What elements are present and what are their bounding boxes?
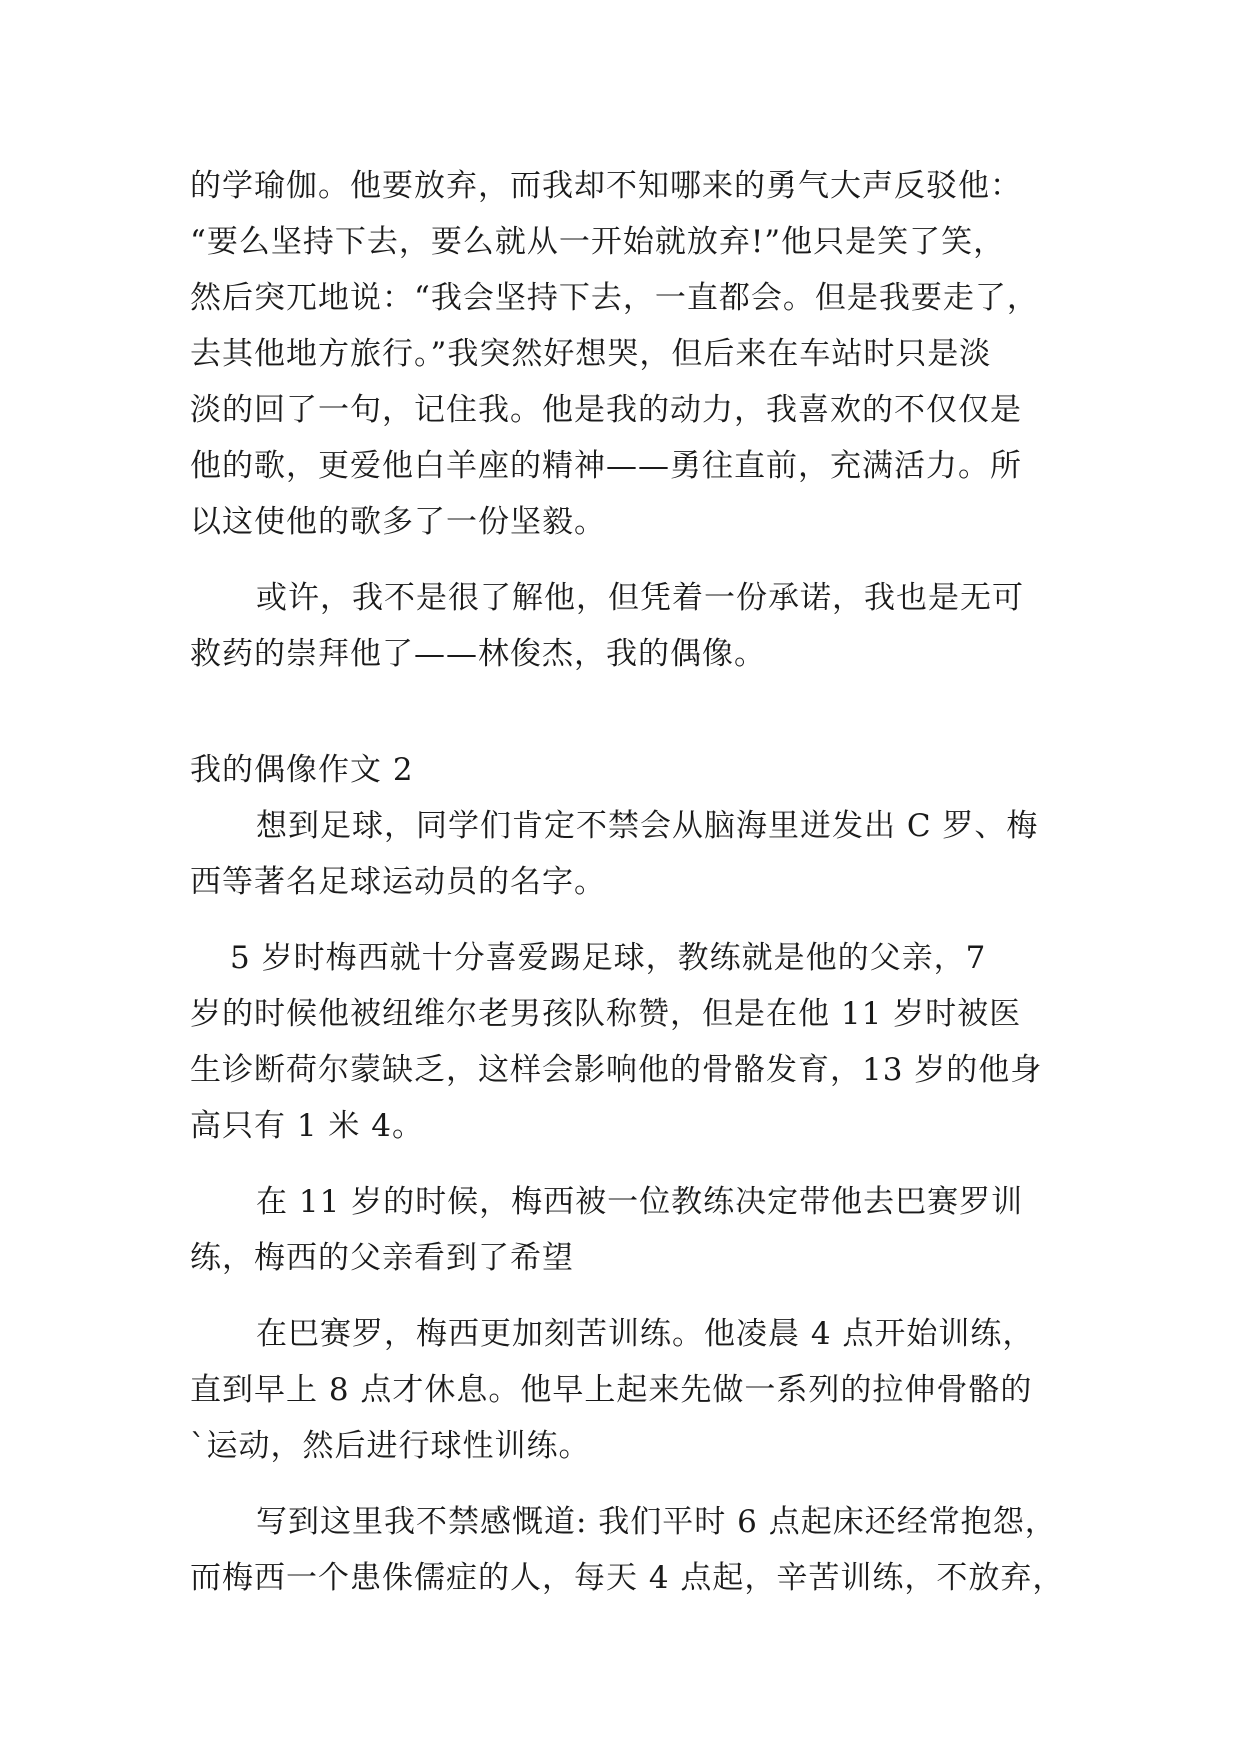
text-line: 练，梅西的父亲看到了希望 [190,1240,574,1276]
text-line: 然后突兀地说：“我会坚持下去，一直都会。但是我要走了， [190,280,1039,316]
text-line: 想到足球，同学们肯定不禁会从脑海里迸发出 C 罗、梅 [256,808,1039,844]
spacer [190,550,1070,570]
paragraph-1 [190,158,1070,550]
text-line: 直到早上 8 点才休息。他早上起来先做一系列的拉伸骨骼的 [190,1372,1033,1408]
section-heading: 我的偶像作文 2 [190,752,414,788]
text-line: 的学瑜伽。他要放弃，而我却不知哪来的勇气大声反驳他： [190,168,1022,204]
text-line: 西等著名足球运动员的名字。 [190,864,606,900]
paragraph-5 [190,1174,1070,1286]
text-line: 高只有 1 米 4。 [190,1108,425,1144]
text-line: 去其他地方旅行。”我突然好想哭，但后来在车站时只是淡 [190,336,992,372]
text-line: 而梅西一个患侏儒症的人，每天 4 点起，辛苦训练，不放弃， [190,1560,1065,1596]
document-body [190,158,1070,1606]
paragraph-3 [190,798,1070,910]
text-line: 生诊断荷尔蒙缺乏，这样会影响他的骨骼发育，13 岁的他身 [190,1052,1043,1088]
spacer [190,1154,1070,1174]
text-line: 以这使他的歌多了一份坚毅。 [190,504,606,540]
text-line: `运动，然后进行球性训练。 [190,1428,591,1464]
paragraph-4 [190,930,1070,1154]
text-line: “要么坚持下去，要么就从一开始就放弃!”他只是笑了笑， [190,224,1006,260]
text-line: 救药的崇拜他了——林俊杰，我的偶像。 [190,636,766,672]
text-line: 在 11 岁的时候，梅西被一位教练决定带他去巴赛罗训 [256,1184,1024,1220]
text-line: 淡的回了一句，记住我。他是我的动力，我喜欢的不仅仅是 [190,392,1022,428]
text-line: 5 岁时梅西就十分喜爱踢足球，教练就是他的父亲，7 [230,940,987,976]
text-line: 他的歌，更爱他白羊座的精神——勇往直前，充满活力。所 [190,448,1022,484]
text-line: 岁的时候他被纽维尔老男孩队称赞，但是在他 11 岁时被医 [190,996,1022,1032]
paragraph-7 [190,1494,1070,1606]
spacer [190,1286,1070,1306]
text-line: 在巴赛罗，梅西更加刻苦训练。他凌晨 4 点开始训练， [256,1316,1035,1352]
spacer [190,682,1070,742]
paragraph-2 [190,570,1070,682]
text-line: 或许，我不是很了解他，但凭着一份承诺，我也是无可 [256,580,1024,616]
spacer [190,910,1070,930]
text-line: 写到这里我不禁感慨道: 我们平时 6 点起床还经常抱怨， [256,1504,1057,1540]
paragraph-6 [190,1306,1070,1474]
spacer [190,1474,1070,1494]
